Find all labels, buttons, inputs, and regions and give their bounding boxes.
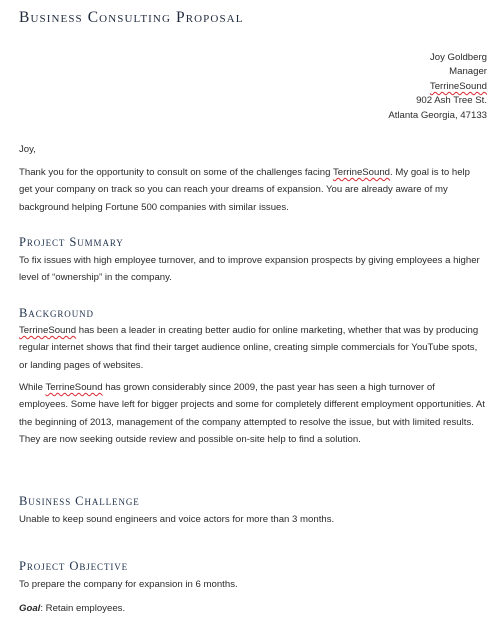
business-challenge-heading: Business Challenge [19, 494, 140, 508]
recipient-address-block [388, 51, 487, 123]
background-paragraph-2 [19, 379, 485, 448]
salutation: Joy, [19, 144, 36, 155]
recipient-name: Joy Goldberg [429, 52, 487, 63]
intro-company: TerrineSound [332, 167, 391, 178]
project-objective-heading: Project Objective [19, 559, 129, 573]
intro-text-start: Thank you for the opportunity to consult on some of the challenges facing [19, 167, 333, 178]
goal-line [19, 600, 485, 617]
recipient-city: Atlanta Georgia, 47133 [388, 109, 487, 121]
background-text-2: has grown considerably since 2009, the past year has seen a high turnover of employees. Some have left for bigger projects and some for completely different employment opportunities. At the beginning of 2013, management of the company attempted to resolve the issue, but with limited results. They are now seeking outside review and possible on-site help to find a solution. [19, 382, 485, 445]
goal-text: : Retain employees. [40, 603, 126, 614]
intro-paragraph [19, 164, 485, 216]
recipient-street: 902 Ash Tree St. [416, 95, 487, 107]
recipient-company: TerrineSound [429, 80, 487, 92]
business-challenge-text: Unable to keep sound engineers and voice actors for more than 3 months. [19, 514, 335, 525]
background-paragraph-1 [19, 322, 485, 374]
background-company-1: TerrineSound [19, 325, 77, 336]
background-text-1: has been a leader in creating better audio for online marketing, whether that was by producing regular internet shows that find their target audience online, creating simple commercials for YouTube spots, or landing pages of websites. [19, 325, 479, 371]
intro-text-end: . My goal is to help get your company on track so you can reach your dreams of expansion. You are already aware of my background helping Fortune 500 companies with similar issues. [19, 167, 471, 213]
background-company-2: TerrineSound [45, 382, 103, 393]
goal-label: Goal [19, 603, 41, 614]
recipient-role: Manager [449, 66, 487, 78]
project-summary-heading: Project Summary [19, 235, 124, 249]
background-heading: Background [19, 306, 94, 320]
document-title: Business Consulting Proposal [19, 9, 244, 26]
background-text-2-start: While [19, 382, 46, 393]
project-objective-text: To prepare the company for expansion in 6 months. [19, 579, 238, 590]
project-summary-text: To fix issues with high employee turnover, and to improve expansion prospects by giving employees a higher level of “ownership” in the company. [19, 255, 480, 284]
